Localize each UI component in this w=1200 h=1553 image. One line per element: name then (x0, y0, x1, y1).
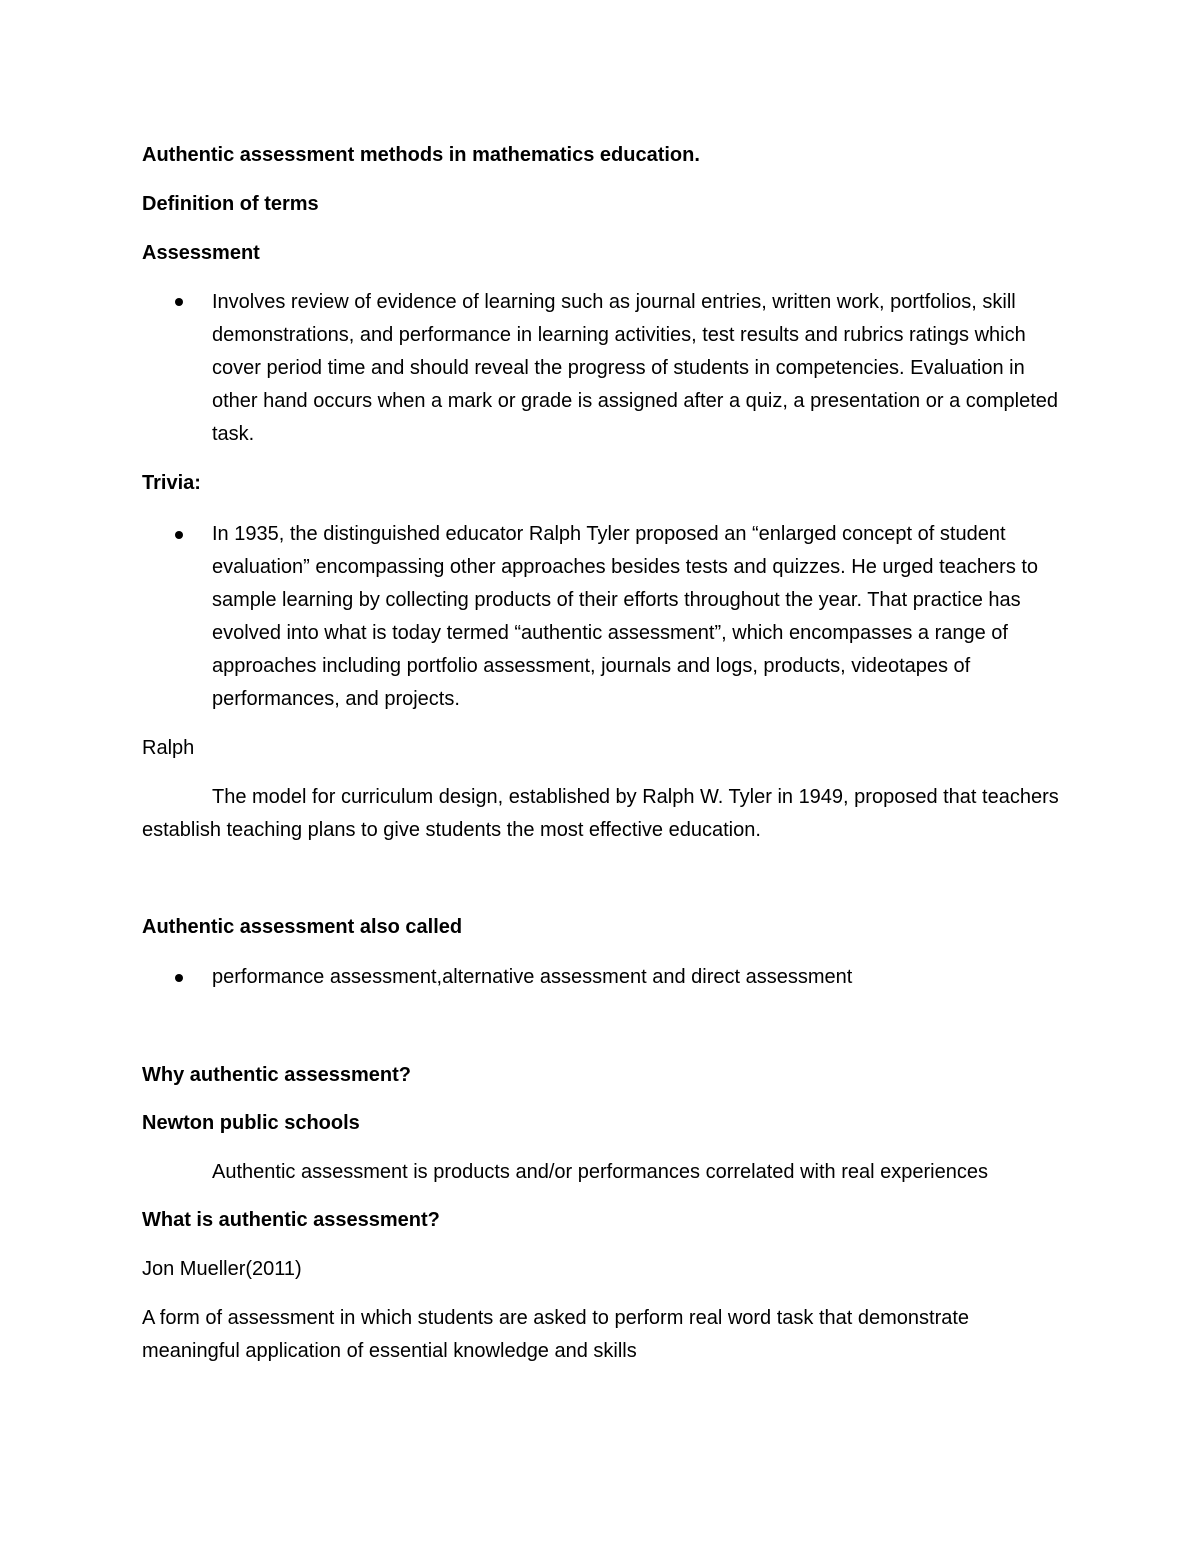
assessment-bullet-text: Involves review of evidence of learning such as journal entries, written work, portfolios, skill demonstrations, and performance in learning activities, test results and rubrics ratings which cover period time and should reveal the progress of students in competencies. Evaluation in other hand occurs when a mark or grade is assigned after a quiz, a presentation or a completed task. (212, 291, 1059, 445)
newton-text: Authentic assessment is products and/or performances correlated with real experiences (212, 1161, 988, 1183)
trivia-heading: Trivia: (142, 472, 201, 494)
why-heading: Why authentic assessment? (142, 1064, 411, 1086)
definition-heading: Definition of terms (142, 193, 319, 215)
bullet-icon (175, 974, 183, 982)
bullet-icon (175, 298, 183, 306)
newton-heading: Newton public schools (142, 1112, 360, 1134)
document-title: Authentic assessment methods in mathematics education. (142, 144, 700, 166)
ralph-paragraph-text: The model for curriculum design, established by Ralph W. Tyler in 1949, proposed that teachers establish teaching plans to give students the most effective education. (142, 786, 1059, 841)
mueller-heading: Jon Mueller(2011) (142, 1258, 302, 1280)
also-called-heading: Authentic assessment also called (142, 916, 463, 938)
ralph-paragraph (142, 781, 1062, 847)
bullet-icon (175, 531, 183, 539)
what-heading: What is authentic assessment? (142, 1209, 440, 1231)
assessment-heading: Assessment (142, 242, 260, 264)
ralph-heading: Ralph (142, 737, 195, 759)
also-called-bullet-text: performance assessment,alternative assessment and direct assessment (212, 966, 853, 988)
mueller-paragraph: A form of assessment in which students are asked to perform real word task that demonstrate meaningful application of essential knowledge and skills (142, 1307, 970, 1362)
trivia-bullet-text: In 1935, the distinguished educator Ralph Tyler proposed an “enlarged concept of student evaluation” encompassing other approaches besides tests and quizzes. He urged teachers to sample learning by collecting products of their efforts throughout the year. That practice has evolved into what is today termed “authentic assessment”, which encompasses a range of approaches including portfolio assessment, journals and logs, products, videotapes of performances, and projects. (212, 523, 1039, 710)
